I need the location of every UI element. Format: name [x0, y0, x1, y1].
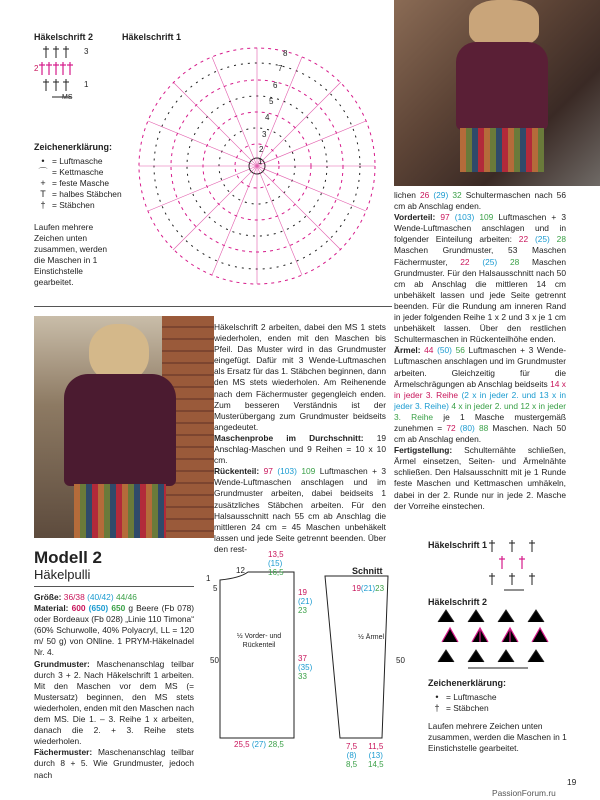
chain-icon: •	[435, 691, 439, 702]
schnitt-bottom: 25,5 (27) 28,5	[234, 740, 284, 749]
half-double-icon: T	[40, 188, 46, 199]
row-num-1: 1	[84, 80, 89, 89]
double-crochet-icon: †	[40, 199, 46, 210]
double-crochet-icon: †	[434, 702, 440, 713]
schnitt-side-r: 19	[298, 588, 307, 597]
legend-item-kettmasche: ⌒ = Kettmasche	[34, 166, 154, 177]
schnitt-sleeve-50: 50	[396, 656, 405, 665]
legend-bottom-staebchen: † = Stäbchen	[428, 702, 568, 713]
schnitt-low-g: 33	[298, 672, 307, 681]
schnitt-diagram	[200, 548, 410, 758]
photo-middle-left	[34, 316, 214, 538]
right-chart1-diagram	[484, 536, 564, 594]
schnitt-neck: 12	[236, 566, 245, 575]
legend-bottom-note: Laufen mehrere Zeichen unten zusammen, werden die Maschen in 1 Einstichstelle gearbeitet.	[428, 721, 567, 754]
model-skirt	[460, 128, 544, 172]
divider-model	[34, 586, 194, 587]
schnitt-sleeve-bl: 7,5 (8) 8,5	[346, 742, 358, 769]
chart1-top-title: Häkelschrift 1	[122, 32, 182, 42]
row-num-3: 3	[84, 47, 89, 56]
legend-item-staebchen: † = Stäbchen	[34, 199, 154, 210]
schnitt-title: Schnitt	[352, 566, 383, 576]
right-chart2-title: Häkelschrift 2	[428, 597, 488, 607]
legend-top-note: Laufen mehrere Zeichen unten zusammen, werden die Maschen in 1 Einstichstelle gearbeitet.	[34, 222, 108, 288]
svg-text:7: 7	[278, 64, 283, 73]
divider-left	[34, 306, 392, 307]
slip-stitch-icon: ⌒	[38, 167, 48, 177]
schnitt-top-g: 16,5	[268, 568, 284, 577]
single-crochet-icon: +	[40, 177, 46, 188]
model-title: Modell 2	[34, 548, 103, 567]
model-sweater	[456, 42, 548, 130]
svg-text:1: 1	[258, 157, 263, 166]
schnitt-side-t: (21)	[298, 597, 313, 606]
legend-top	[34, 142, 154, 210]
page-number: 19	[567, 777, 577, 787]
schnitt-sleeve-label: ½ Ärmel	[358, 634, 385, 641]
right-chart2-diagram	[428, 608, 568, 672]
schnitt-left5: 5	[213, 584, 218, 593]
ms-label: MS	[62, 94, 73, 101]
chain-icon: •	[41, 155, 45, 166]
schnitt-body-label: ½ Vorder- und Rückenteil	[236, 633, 282, 649]
svg-text:8: 8	[283, 49, 288, 58]
schnitt-left1: 1	[206, 574, 211, 583]
schnitt-left50: 50	[210, 656, 219, 665]
schnitt-sleeve-top: 19(21)23	[352, 584, 385, 593]
svg-text:3: 3	[262, 130, 267, 139]
svg-text:4: 4	[265, 113, 270, 122]
svg-text:2: 2	[259, 145, 264, 154]
col3-text: lichen 26 (29) 32 Schultermaschen nach 56 cm ab Anschlag enden. Vorderteil: 97 (103) 109 Luftmaschen + 3 Wende-Luftmaschen anschlagen und in folgender Einteilung arbeiten: 22 (25) 28 Maschen Grundmuster, 53 Maschen Fächermuster, 22 (25) 28 Maschen Grundmuster. Für den Halsausschnitt nach 50 cm ab Anschlag die mittleren 14 cm unbehäkelt lassen und jede Seite getrennt beenden. Für die Rundung am inneren Rand in jeder folgenden Reihe 1 x 2 und 3 x je 1 cm unbehäkelt lassen. Über den restlichen Schultermaschen in Rückenteilhöhe enden. Ärmel: 44 (50) 56 Luftmaschen + 3 Wende-Luftmaschen anschlagen und im Grundmuster arbeiten. Gleichzeitig für die Ärmelschrägungen ab Anschlag beidseits 14 x in jeder 3. Reihe (2 x in jeder 2. und 13 x in jeder 3. Reihe) 4 x in jeder 2. und 12 x in jeder 3. Reihe je 1 Masche mustergemäß zunehmen = 72 (80) 88 Maschen. Nach 50 cm ab Anschlag enden. Fertigstellung: Schulternähte schließen, Ärmel einsetzen, Seiten- und Ärmelnähte schließen. Den Halsausschnitt mit je 1 Runde feste Maschen und Kettmaschen umhäkeln, dabei in der 2. Runde nur in jede 2. Masche der Vorreihe einstechen.	[394, 190, 567, 511]
row-num-2: 2	[34, 64, 39, 73]
col1-text: Größe: 36/38 (40/42) 44/46 Material: 600 (650) 650 g Beere (Fb 078) oder Bordeaux (Fb 028) „Linie 110 Timona“ (60% Schurwolle, 40% Polyacryl, LL = 120 m/ 50 g) von ONline. 1 PRYM-Häkelnadel Nr. 4. Grundmuster: Maschenanschlag teilbar durch 3 + 2. Nach Häkelschrift 1 arbeiten. Mit den Maschen vor dem MS (= Mustersatz) beginnen, den MS stets wiederholen, enden mit den Maschen nach dem MS. Die 1. – 3. Reihe 1 x arbeiten, danach die 2. + 3. Reihe stets wiederholen. Fächermuster: Maschenanschlag teilbar durch 8 + 5. Wie Grundmuster, jedoch nach	[34, 592, 195, 780]
legend-bottom-luftmasche: • = Luftmasche	[428, 691, 568, 702]
schnitt-low-t: (35)	[298, 663, 313, 672]
schnitt-side-g: 23	[298, 606, 307, 615]
model-back-skirt	[74, 484, 166, 538]
legend-item-feste-masche: + = feste Masche	[34, 177, 154, 188]
legend-top-title: Zeichenerklärung:	[34, 142, 113, 152]
schnitt-top-t: (15)	[268, 559, 283, 568]
circular-chart	[125, 40, 390, 290]
photo-top-right	[394, 0, 600, 186]
model-subtitle: Häkelpulli	[34, 567, 91, 582]
chart2-top-title: Häkelschrift 2	[34, 32, 94, 42]
model-hair	[469, 0, 539, 46]
col2-text: Häkelschrift 2 arbeiten, dabei den MS 1 stets wiederholen, enden mit den Maschen bis Pfeil. Das Muster wird in das Grundmuster eingefügt. Dafür mit 3 Wende-Luftmaschen als Ersatz für das 1. Stäbchen beginnen, dann den MS stets wiederholen. Am Reihenende nach dem Fächermuster gegengleich enden. Zum besseren Verständnis ist der Musterübergang zum Grundmuster beidseits angedeutet. Maschenprobe im Durchschnitt: 19 Anschlag-Maschen und 9 Reihen = 10 x 10 cm. Rückenteil: 97 (103) 109 Luftmaschen + 3 Wende-Luftmaschen anschlagen und im Grundmuster arbeiten, dabei beidseits 1 zusätzliches Stäbchen arbeiten. Für den Halsausschnitt nach 55 cm ab Anschlag die mittleren 24 cm = 45 Maschen unbehäkelt lassen und jede Seite getrennt beenden. Über den rest-	[214, 322, 387, 554]
model-back-sweater	[64, 374, 176, 486]
right-chart1-title: Häkelschrift 1	[428, 540, 488, 550]
schnitt-low-r: 37	[298, 654, 307, 663]
watermark: PassionForum.ru	[492, 788, 556, 798]
schnitt-top-r: 13,5	[268, 550, 284, 559]
legend-item-luftmasche: • = Luftmasche	[34, 155, 154, 166]
legend-item-halbes-staebchen: T = halbes Stäbchen	[34, 188, 154, 199]
legend-bottom-title: Zeichenerklärung:	[428, 678, 507, 688]
schnitt-sleeve-br: 11,5 (13) 14,5	[368, 742, 384, 769]
svg-text:6: 6	[273, 81, 278, 90]
svg-text:5: 5	[269, 97, 274, 106]
legend-bottom	[428, 678, 568, 713]
